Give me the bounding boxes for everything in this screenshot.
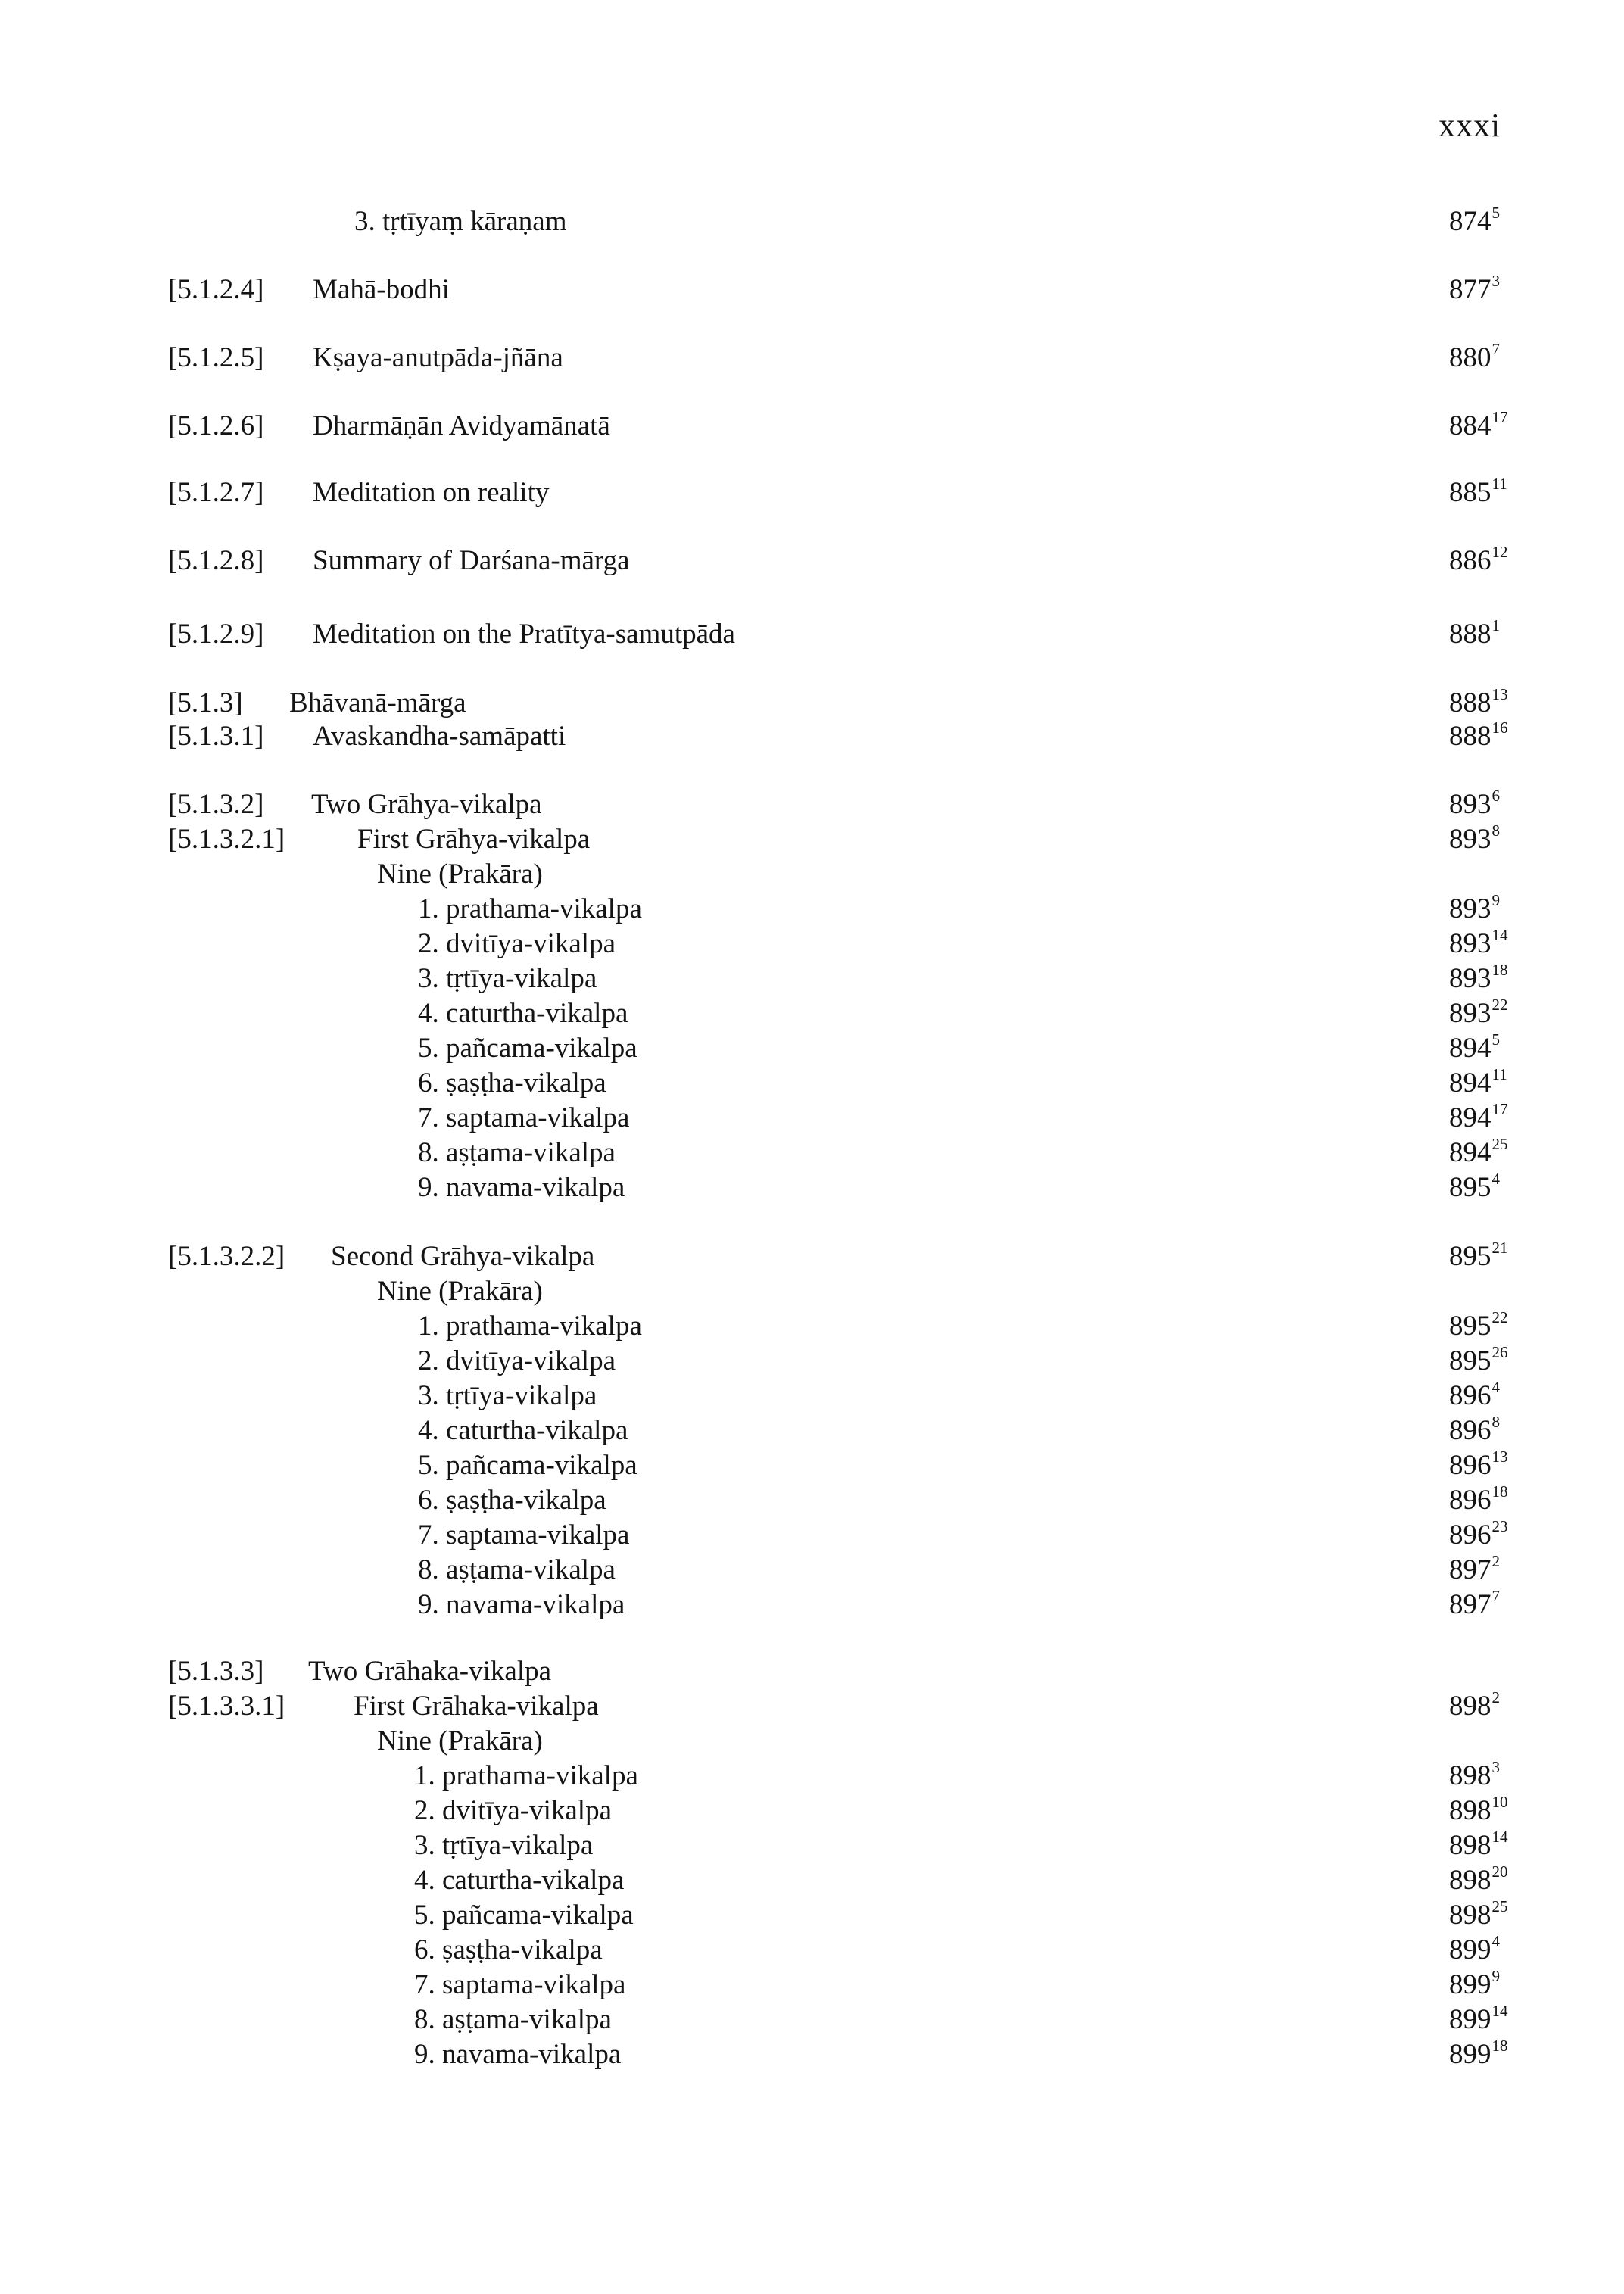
toc-entry bbox=[0, 1413, 1624, 1448]
entry-page: $896^{13}$ bbox=[1449, 1448, 1508, 1481]
entry-code: [5.1.2.6] bbox=[168, 410, 264, 441]
entry-title: Nine (Prakāra) bbox=[377, 859, 543, 890]
entry-line: 21 bbox=[1492, 1239, 1508, 1257]
toc-entry bbox=[0, 892, 1624, 927]
toc-entry bbox=[0, 1553, 1624, 1588]
entry-code: [5.1.2.4] bbox=[168, 274, 264, 305]
toc-entry bbox=[0, 1794, 1624, 1828]
entry-line: 26 bbox=[1492, 1343, 1508, 1361]
entry-title: First Grāhaka-vikalpa bbox=[354, 1691, 599, 1722]
entry-line: 7 bbox=[1492, 1587, 1500, 1605]
entry-page: $896^8$ bbox=[1449, 1413, 1500, 1446]
entry-line: 25 bbox=[1492, 1897, 1508, 1915]
toc-entry bbox=[0, 1518, 1624, 1553]
entry-page: $894^{25}$ bbox=[1449, 1135, 1508, 1168]
entry-line: 4 bbox=[1492, 1170, 1500, 1188]
entry-title: 9. navama-vikalpa bbox=[418, 1172, 625, 1203]
toc-entry bbox=[0, 1101, 1624, 1136]
toc-entry bbox=[0, 1448, 1624, 1483]
entry-line: 4 bbox=[1492, 1932, 1500, 1950]
toc-entry bbox=[0, 962, 1624, 996]
entry-page: $888^1$ bbox=[1449, 616, 1500, 650]
toc-entry bbox=[0, 996, 1624, 1031]
entry-title: 3. tṛtīya-vikalpa bbox=[418, 1380, 597, 1411]
page-number: xxxi bbox=[1439, 107, 1501, 144]
entry-line: 9 bbox=[1492, 1967, 1500, 1985]
toc-entry bbox=[0, 2003, 1624, 2037]
entry-line: 14 bbox=[1492, 926, 1508, 944]
entry-title: Summary of Darśana-mārga bbox=[313, 545, 630, 576]
entry-title: Meditation on reality bbox=[313, 477, 550, 508]
toc-entry bbox=[0, 1968, 1624, 2003]
entry-line: 2 bbox=[1492, 1552, 1500, 1570]
entry-title: Nine (Prakāra) bbox=[377, 1725, 543, 1756]
entry-title: Meditation on the Pratītya-samutpāda bbox=[313, 619, 735, 650]
toc-entry bbox=[0, 822, 1624, 857]
entry-line: 7 bbox=[1492, 340, 1500, 358]
entry-title: Kṣaya-anutpāda-jñāna bbox=[313, 342, 563, 373]
entry-page: $895^4$ bbox=[1449, 1170, 1500, 1203]
toc-entry bbox=[0, 2037, 1624, 2072]
entry-line: 3 bbox=[1492, 1758, 1500, 1776]
toc-entry bbox=[0, 1274, 1624, 1309]
entry-page: $885^{11}$ bbox=[1449, 475, 1507, 508]
entry-title: 5. pañcama-vikalpa bbox=[418, 1033, 637, 1064]
entry-title: 8. aṣṭama-vikalpa bbox=[418, 1554, 616, 1585]
entry-title: 2. dvitīya-vikalpa bbox=[418, 1345, 616, 1376]
toc-entry bbox=[0, 204, 1624, 239]
entry-line: 10 bbox=[1492, 1793, 1508, 1811]
entry-page: $895^{21}$ bbox=[1449, 1239, 1508, 1272]
entry-page: $877^3$ bbox=[1449, 272, 1500, 305]
toc-entry bbox=[0, 617, 1624, 652]
entry-page: $894^{11}$ bbox=[1449, 1065, 1507, 1099]
entry-page: $896^{23}$ bbox=[1449, 1517, 1508, 1551]
toc-entry bbox=[0, 1031, 1624, 1066]
entry-page: $893^6$ bbox=[1449, 787, 1500, 820]
entry-line: 2 bbox=[1492, 1688, 1500, 1706]
entry-title: 7. saptama-vikalpa bbox=[414, 1969, 626, 2000]
entry-title: 7. saptama-vikalpa bbox=[418, 1519, 630, 1551]
entry-title: 9. navama-vikalpa bbox=[414, 2039, 622, 2070]
entry-title: Two Grāhaka-vikalpa bbox=[308, 1656, 552, 1687]
entry-title: 3. tṛtīyaṃ kāraṇam bbox=[354, 206, 567, 237]
entry-page: $888^{13}$ bbox=[1449, 685, 1508, 718]
entry-line: 13 bbox=[1492, 1448, 1508, 1466]
toc-entry bbox=[0, 927, 1624, 962]
toc-entry bbox=[0, 1933, 1624, 1968]
entry-title: 4. caturtha-vikalpa bbox=[418, 998, 628, 1029]
entry-title: 7. saptama-vikalpa bbox=[418, 1102, 630, 1133]
toc-entry bbox=[0, 1863, 1624, 1898]
entry-line: 16 bbox=[1492, 718, 1508, 737]
toc-entry bbox=[0, 1136, 1624, 1170]
entry-title: Second Grāhya-vikalpa bbox=[331, 1241, 595, 1272]
entry-line: 5 bbox=[1492, 1030, 1500, 1049]
entry-page: $894^5$ bbox=[1449, 1030, 1500, 1064]
toc-entry bbox=[0, 1170, 1624, 1205]
entry-line: 8 bbox=[1492, 1413, 1500, 1431]
entry-page: $884^{17}$ bbox=[1449, 408, 1508, 441]
entry-title: Avaskandha-samāpatti bbox=[313, 721, 566, 752]
entry-title: 1. prathama-vikalpa bbox=[414, 1760, 638, 1791]
entry-line: 17 bbox=[1492, 1100, 1508, 1118]
entry-page: $899^{14}$ bbox=[1449, 2002, 1508, 2035]
entry-title: 6. ṣaṣṭha-vikalpa bbox=[418, 1068, 606, 1099]
entry-title: 6. ṣaṣṭha-vikalpa bbox=[418, 1485, 606, 1516]
toc-entry bbox=[0, 1898, 1624, 1933]
entry-title: 8. aṣṭama-vikalpa bbox=[418, 1137, 616, 1168]
entry-line: 18 bbox=[1492, 961, 1508, 979]
toc-entry bbox=[0, 686, 1624, 721]
entry-page: $893^{14}$ bbox=[1449, 926, 1508, 959]
entry-title: 5. pañcama-vikalpa bbox=[418, 1450, 637, 1481]
entry-title: 3. tṛtīya-vikalpa bbox=[414, 1830, 594, 1861]
entry-page: $898^{25}$ bbox=[1449, 1897, 1508, 1931]
entry-line: 20 bbox=[1492, 1862, 1508, 1881]
entry-line: 11 bbox=[1492, 475, 1507, 493]
entry-page: $893^{22}$ bbox=[1449, 996, 1508, 1029]
entry-page: $898^3$ bbox=[1449, 1758, 1500, 1791]
entry-page: $893^{18}$ bbox=[1449, 961, 1508, 994]
entry-page: $899^{18}$ bbox=[1449, 2037, 1508, 2070]
entry-page: $897^7$ bbox=[1449, 1587, 1500, 1620]
entry-page: $897^2$ bbox=[1449, 1552, 1500, 1585]
entry-page: $899^9$ bbox=[1449, 1967, 1500, 2000]
entry-line: 18 bbox=[1492, 2037, 1508, 2055]
entry-code: [5.1.2.9] bbox=[168, 619, 264, 650]
entry-page: $896^4$ bbox=[1449, 1378, 1500, 1411]
toc-entry bbox=[0, 1483, 1624, 1518]
entry-line: 1 bbox=[1492, 616, 1500, 634]
entry-line: 4 bbox=[1492, 1378, 1500, 1396]
entry-line: 18 bbox=[1492, 1482, 1508, 1501]
entry-page: $895^{26}$ bbox=[1449, 1343, 1508, 1376]
toc-entry bbox=[0, 719, 1624, 754]
entry-line: 12 bbox=[1492, 543, 1508, 561]
entry-title: 2. dvitīya-vikalpa bbox=[418, 928, 616, 959]
entry-page: $898^2$ bbox=[1449, 1688, 1500, 1722]
entry-code: [5.1.3.3] bbox=[168, 1656, 264, 1687]
entry-line: 14 bbox=[1492, 2002, 1508, 2020]
entry-title: 1. prathama-vikalpa bbox=[418, 1311, 642, 1342]
entry-code: [5.1.3.2.1] bbox=[168, 824, 285, 855]
entry-title: Nine (Prakāra) bbox=[377, 1276, 543, 1307]
entry-code: [5.1.3.2] bbox=[168, 789, 264, 820]
entry-line: 22 bbox=[1492, 1308, 1508, 1326]
entry-page: $896^{18}$ bbox=[1449, 1482, 1508, 1516]
toc-entry bbox=[0, 273, 1624, 307]
entry-code: [5.1.3] bbox=[168, 687, 243, 718]
entry-page: $893^8$ bbox=[1449, 821, 1500, 855]
entry-line: 14 bbox=[1492, 1828, 1508, 1846]
entry-page: $895^{22}$ bbox=[1449, 1308, 1508, 1342]
toc-entry bbox=[0, 787, 1624, 822]
toc-entry bbox=[0, 1344, 1624, 1379]
toc-entry bbox=[0, 341, 1624, 376]
entry-code: [5.1.3.1] bbox=[168, 721, 264, 752]
toc-entry bbox=[0, 857, 1624, 892]
entry-title: Two Grāhya-vikalpa bbox=[311, 789, 542, 820]
entry-page: $899^4$ bbox=[1449, 1932, 1500, 1965]
entry-title: 1. prathama-vikalpa bbox=[418, 893, 642, 924]
entry-title: 5. pañcama-vikalpa bbox=[414, 1900, 634, 1931]
entry-title: 3. tṛtīya-vikalpa bbox=[418, 963, 597, 994]
toc-entry bbox=[0, 1828, 1624, 1863]
entry-code: [5.1.3.3.1] bbox=[168, 1691, 285, 1722]
entry-line: 13 bbox=[1492, 685, 1508, 703]
toc-entry bbox=[0, 1309, 1624, 1344]
entry-line: 23 bbox=[1492, 1517, 1508, 1535]
entry-title: 2. dvitīya-vikalpa bbox=[414, 1795, 612, 1826]
toc-entry bbox=[0, 475, 1624, 510]
toc-entry bbox=[0, 1689, 1624, 1724]
toc-entry bbox=[0, 1588, 1624, 1622]
entry-line: 17 bbox=[1492, 408, 1508, 426]
entry-page: $874^5$ bbox=[1449, 204, 1500, 237]
entry-line: 9 bbox=[1492, 891, 1500, 909]
toc-entry bbox=[0, 1724, 1624, 1759]
entry-line: 22 bbox=[1492, 996, 1508, 1014]
toc-entry bbox=[0, 1759, 1624, 1794]
entry-line: 5 bbox=[1492, 204, 1500, 222]
toc-entry bbox=[0, 1654, 1624, 1689]
entry-page: $898^{10}$ bbox=[1449, 1793, 1508, 1826]
entry-title: 4. caturtha-vikalpa bbox=[418, 1415, 628, 1446]
entry-title: Dharmāṇān Avidyamānatā bbox=[313, 410, 610, 441]
entry-code: [5.1.2.7] bbox=[168, 477, 264, 508]
entry-code: [5.1.3.2.2] bbox=[168, 1241, 285, 1272]
entry-title: 8. aṣṭama-vikalpa bbox=[414, 2004, 612, 2035]
entry-line: 25 bbox=[1492, 1135, 1508, 1153]
entry-page: $880^7$ bbox=[1449, 340, 1500, 373]
entry-line: 8 bbox=[1492, 821, 1500, 840]
entry-title: Mahā-bodhi bbox=[313, 274, 450, 305]
entry-page: $898^{20}$ bbox=[1449, 1862, 1508, 1896]
toc-entry bbox=[0, 1066, 1624, 1101]
entry-page: $888^{16}$ bbox=[1449, 718, 1508, 752]
toc-entry bbox=[0, 1379, 1624, 1413]
entry-title: Bhāvanā-mārga bbox=[289, 687, 466, 718]
entry-title: 4. caturtha-vikalpa bbox=[414, 1865, 625, 1896]
entry-line: 6 bbox=[1492, 787, 1500, 805]
entry-page: $894^{17}$ bbox=[1449, 1100, 1508, 1133]
entry-page: $898^{14}$ bbox=[1449, 1828, 1508, 1861]
entry-code: [5.1.2.8] bbox=[168, 545, 264, 576]
entry-code: [5.1.2.5] bbox=[168, 342, 264, 373]
toc-entry bbox=[0, 409, 1624, 444]
entry-title: 6. ṣaṣṭha-vikalpa bbox=[414, 1934, 603, 1965]
entry-line: 11 bbox=[1492, 1065, 1507, 1083]
entry-line: 3 bbox=[1492, 272, 1500, 290]
entry-page: $886^{12}$ bbox=[1449, 543, 1508, 576]
entry-page: $893^9$ bbox=[1449, 891, 1500, 924]
toc-entry bbox=[0, 1239, 1624, 1274]
toc-entry bbox=[0, 544, 1624, 578]
entry-title: First Grāhya-vikalpa bbox=[357, 824, 591, 855]
entry-title: 9. navama-vikalpa bbox=[418, 1589, 625, 1620]
